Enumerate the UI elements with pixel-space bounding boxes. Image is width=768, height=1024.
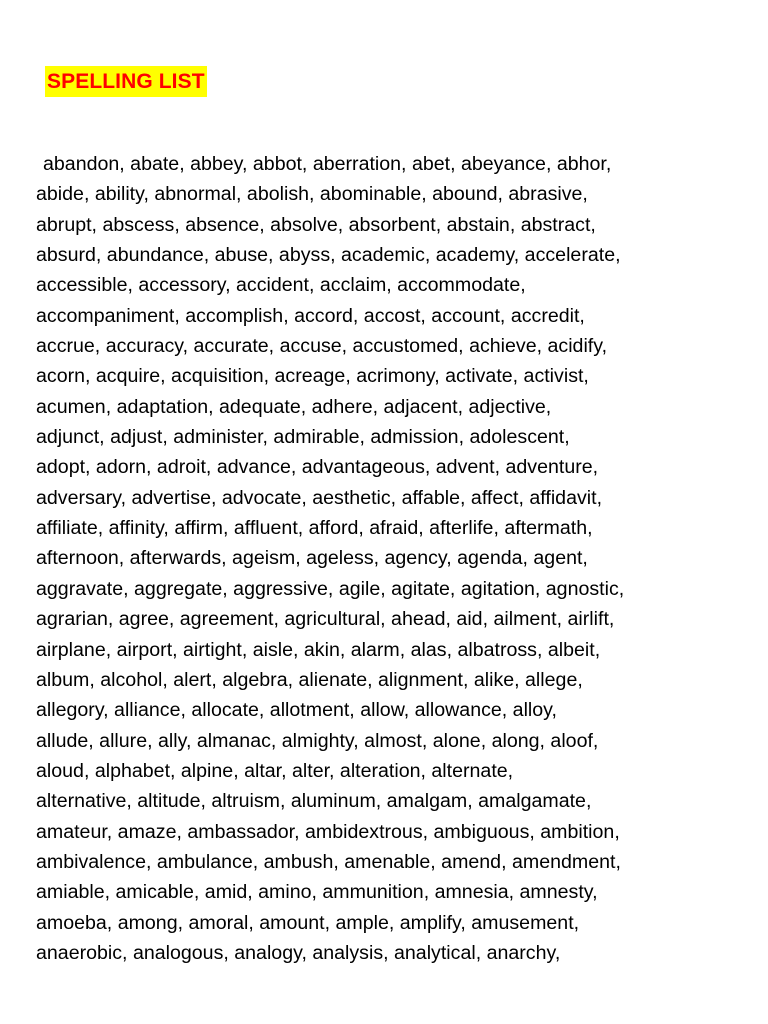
word-list-line: accrue, accuracy, accurate, accuse, accustomed, achieve, acidify, bbox=[36, 335, 608, 358]
word-list-line: afternoon, afterwards, ageism, ageless, agency, agenda, agent, bbox=[36, 547, 588, 570]
word-list-line: abandon, abate, abbey, abbot, aberration, abet, abeyance, abhor, bbox=[43, 153, 612, 175]
word-list-line: alternative, altitude, altruism, aluminum, amalgam, amalgamate, bbox=[36, 790, 592, 813]
word-list-line: abide, ability, abnormal, abolish, abominable, abound, abrasive, bbox=[36, 183, 588, 206]
word-list-line: acumen, adaptation, adequate, adhere, adjacent, adjective, bbox=[36, 395, 552, 418]
word-list-line: amiable, amicable, amid, amino, ammunition, amnesia, amnesty, bbox=[36, 881, 598, 904]
word-list-line: accompaniment, accomplish, accord, accost, account, accredit, bbox=[36, 304, 585, 327]
word-list-line: airplane, airport, airtight, aisle, akin, alarm, alas, albatross, albeit, bbox=[36, 638, 601, 661]
word-list-line: album, alcohol, alert, algebra, alienate, alignment, alike, allege, bbox=[36, 668, 583, 691]
word-list bbox=[36, 149, 756, 968]
word-list-line: ambivalence, ambulance, ambush, amenable, amend, amendment, bbox=[36, 850, 621, 873]
word-list-line: aloud, alphabet, alpine, altar, alter, alteration, alternate, bbox=[36, 759, 514, 782]
word-list-line: adjunct, adjust, administer, admirable, admission, adolescent, bbox=[36, 426, 570, 449]
word-list-line: abrupt, abscess, absence, absolve, absorbent, abstain, abstract, bbox=[36, 213, 596, 236]
word-list-line: affiliate, affinity, affirm, affluent, afford, afraid, afterlife, aftermath, bbox=[36, 517, 593, 540]
word-list-line: allegory, alliance, allocate, allotment, allow, allowance, alloy, bbox=[36, 699, 557, 722]
word-list-line: anaerobic, analogous, analogy, analysis, analytical, anarchy, bbox=[36, 941, 561, 964]
word-list-line: absurd, abundance, abuse, abyss, academic, academy, accelerate, bbox=[36, 244, 621, 267]
word-list-line: acorn, acquire, acquisition, acreage, acrimony, activate, activist, bbox=[36, 365, 589, 388]
word-list-line: agrarian, agree, agreement, agricultural, ahead, aid, ailment, airlift, bbox=[36, 608, 615, 631]
page-title: SPELLING LIST bbox=[45, 66, 207, 97]
word-list-line: accessible, accessory, accident, acclaim, accommodate, bbox=[36, 274, 526, 297]
word-list-line: allude, allure, ally, almanac, almighty, almost, alone, along, aloof, bbox=[36, 729, 599, 752]
word-list-line: adopt, adorn, adroit, advance, advantageous, advent, adventure, bbox=[36, 456, 599, 479]
word-list-line: amoeba, among, amoral, amount, ample, amplify, amusement, bbox=[36, 911, 580, 934]
word-list-line: amateur, amaze, ambassador, ambidextrous, ambiguous, ambition, bbox=[36, 820, 620, 843]
word-list-line: adversary, advertise, advocate, aesthetic, affable, affect, affidavit, bbox=[36, 486, 603, 509]
word-list-line: aggravate, aggregate, aggressive, agile, agitate, agitation, agnostic, bbox=[36, 577, 625, 600]
